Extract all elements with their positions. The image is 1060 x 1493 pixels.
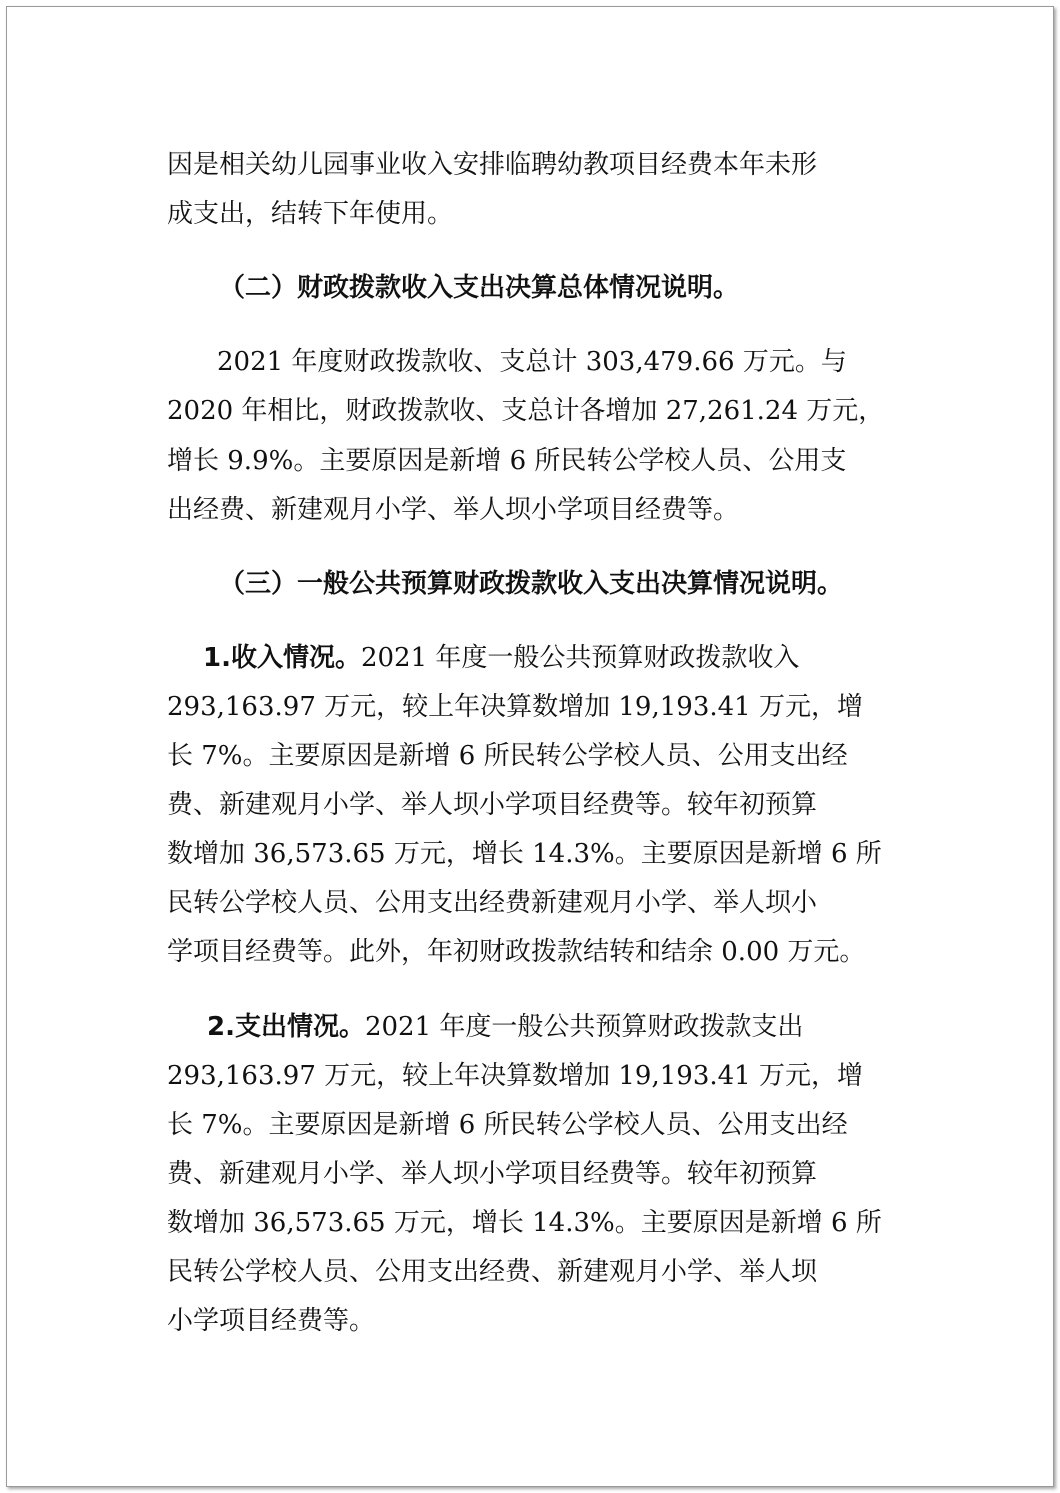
income-line-5: 数增加 36,573.65 万元，增长 14.3%。主要原因是新增 6 所 <box>167 839 882 869</box>
expense-line-2: 293,163.97 万元，较上年决算数增加 19,193.41 万元，增 <box>167 1061 863 1091</box>
section3-heading: （三）一般公共预算财政拨款收入支出决算情况说明。 <box>219 569 844 599</box>
section2-line-2: 2020 年相比，财政拨款收、支总计各增加 27,261.24 万元， <box>167 396 885 426</box>
income-line-1 <box>203 642 799 674</box>
income-line-2: 293,163.97 万元，较上年决算数增加 19,193.41 万元，增 <box>167 692 863 722</box>
income-label: 1.收入情况。 <box>203 643 361 673</box>
intro-line-1: 因是相关幼儿园事业收入安排临聘幼教项目经费本年未形 <box>167 150 818 180</box>
income-line-7: 学项目经费等。此外，年初财政拨款结转和结余 0.00 万元。 <box>167 937 866 967</box>
income-first-line-rest: 2021 年度一般公共预算财政拨款收入 <box>360 643 800 673</box>
intro-line-2: 成支出，结转下年使用。 <box>167 199 454 229</box>
expense-line-6: 民转公学校人员、公用支出经费、新建观月小学、举人坝 <box>167 1257 818 1287</box>
income-line-6: 民转公学校人员、公用支出经费新建观月小学、举人坝小 <box>167 888 818 918</box>
expense-line-4: 费、新建观月小学、举人坝小学项目经费等。较年初预算 <box>167 1159 818 1189</box>
expense-label: 2.支出情况。 <box>207 1012 365 1042</box>
document-page <box>6 6 1054 1487</box>
expense-line-3: 长 7%。主要原因是新增 6 所民转公学校人员、公用支出经 <box>167 1110 848 1140</box>
section2-line-4: 出经费、新建观月小学、举人坝小学项目经费等。 <box>167 495 740 525</box>
section2-heading: （二）财政拨款收入支出决算总体情况说明。 <box>219 273 740 303</box>
expense-line-5: 数增加 36,573.65 万元，增长 14.3%。主要原因是新增 6 所 <box>167 1208 882 1238</box>
expense-line-1 <box>207 1011 803 1043</box>
income-line-4: 费、新建观月小学、举人坝小学项目经费等。较年初预算 <box>167 790 818 820</box>
expense-line-7: 小学项目经费等。 <box>167 1306 376 1336</box>
expense-first-line-rest: 2021 年度一般公共预算财政拨款支出 <box>364 1012 804 1042</box>
income-line-3: 长 7%。主要原因是新增 6 所民转公学校人员、公用支出经 <box>167 741 848 771</box>
section2-line-1: 2021 年度财政拨款收、支总计 303,479.66 万元。与 <box>217 347 847 377</box>
section2-line-3: 增长 9.9%。主要原因是新增 6 所民转公学校人员、公用支 <box>167 446 847 476</box>
